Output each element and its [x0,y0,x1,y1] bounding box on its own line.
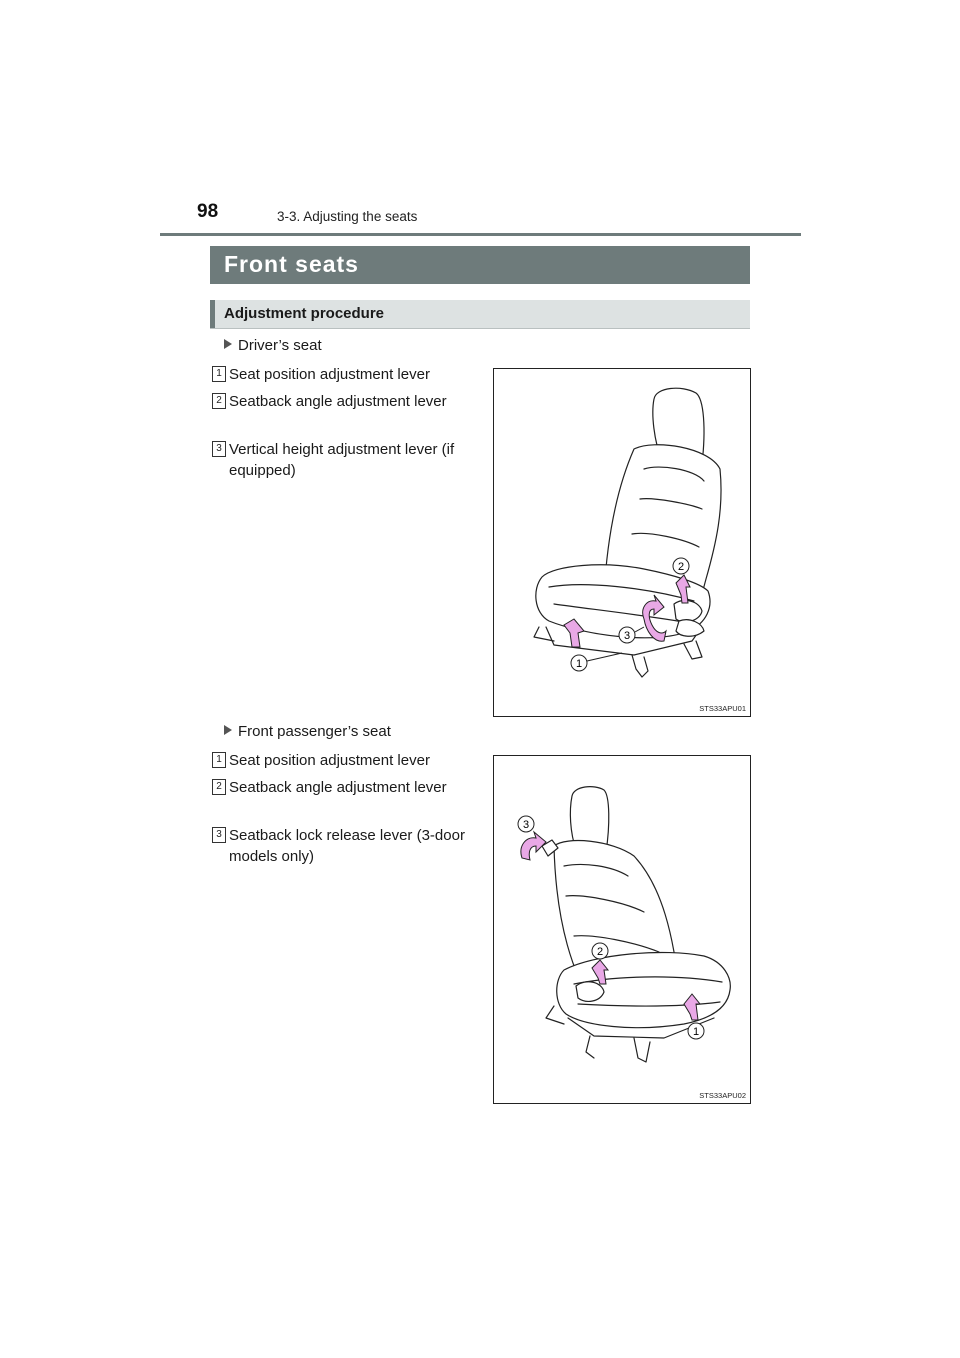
section-reference: 3-3. Adjusting the seats [277,209,418,224]
subheading-bar [210,300,750,329]
subheading-accent [210,300,215,328]
callout-2: 2 [677,561,685,573]
item-number-2: 2 [212,393,226,409]
drivers-item-2-text: Seatback angle adjustment lever [229,393,447,410]
section-title-bar [210,246,750,284]
header-divider [160,233,801,236]
callout-1: 1 [575,658,583,670]
item-number-3: 3 [212,441,226,457]
passenger-item-3-text: Seatback lock release lever (3-door models only) [229,827,465,865]
item-number-2: 2 [212,779,226,795]
item-number-1: 1 [212,752,226,768]
lock-release-arrow [521,832,546,860]
passenger-seat-illustration [493,755,751,1104]
section-title: Front seats [224,251,359,277]
callout-1: 1 [692,1026,700,1038]
drivers-item-3-text: Vertical height adjustment lever (if equipped) [229,441,455,479]
callout-2: 2 [596,946,604,958]
drivers-seat-heading-label: Driver’s seat [238,337,322,354]
callout-3: 3 [623,630,631,642]
passenger-seat-heading-label: Front passenger’s seat [238,723,391,740]
drivers-item-1-text: Seat position adjustment lever [229,366,430,383]
figure-code: STS33APU02 [699,1091,746,1100]
drivers-seat-drawing [494,369,750,716]
figure-code: STS33APU01 [699,704,746,713]
subheading-title: Adjustment procedure [224,305,385,322]
drivers-seat-heading [224,337,322,354]
item-number-1: 1 [212,366,226,382]
passenger-seat-drawing [494,756,750,1103]
triangle-bullet-icon [224,725,232,735]
passenger-item-2-text: Seatback angle adjustment lever [229,779,447,796]
page-number: 98 [197,201,219,222]
passenger-item-1-text: Seat position adjustment lever [229,752,430,769]
triangle-bullet-icon [224,339,232,349]
callout-3: 3 [522,819,530,831]
item-number-3: 3 [212,827,226,843]
passenger-seat-heading [224,723,391,740]
drivers-seat-illustration [493,368,751,717]
